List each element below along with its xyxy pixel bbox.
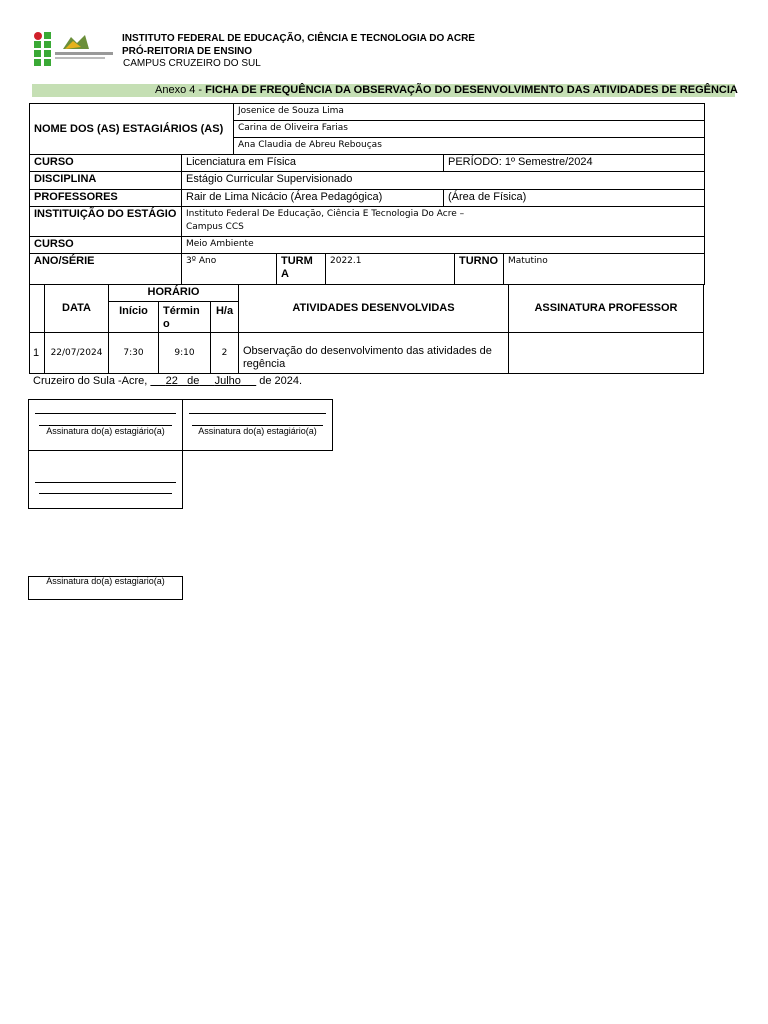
class-label bbox=[276, 253, 326, 285]
row-start: 7:30 bbox=[108, 332, 159, 374]
intern-name: Ana Claudia de Abreu Rebouças bbox=[233, 137, 705, 155]
annex-title bbox=[155, 84, 738, 97]
institution-line-2: Campus CCS bbox=[186, 222, 244, 232]
place-day: 22 bbox=[165, 375, 178, 387]
signature-line bbox=[35, 482, 176, 483]
signature-line bbox=[35, 413, 176, 414]
shift-label: TURNO bbox=[454, 253, 504, 285]
institution-value bbox=[181, 206, 705, 237]
institution-logo bbox=[33, 31, 115, 67]
institution-line-1: Instituto Federal De Educação, Ciência E Tecnologia Do Acre – bbox=[186, 209, 465, 219]
signature-label-1: Assinatura do(a) estagiário(a) bbox=[46, 426, 165, 436]
header-pro-rectorate: PRÓ-REITORIA DE ENSINO bbox=[122, 46, 253, 57]
place-city: Cruzeiro do Sula -Acre, bbox=[33, 375, 151, 387]
class-value: 2022.1 bbox=[325, 253, 455, 285]
header-campus: CAMPUS CRUZEIRO DO SUL bbox=[123, 58, 261, 69]
signature-box-3 bbox=[28, 450, 183, 509]
row-number: 1 bbox=[29, 332, 45, 374]
course-label: CURSO bbox=[29, 154, 182, 172]
header-end bbox=[158, 301, 211, 333]
discipline-label: DISCIPLINA bbox=[29, 171, 182, 190]
row-end: 9:10 bbox=[158, 332, 211, 374]
place-month: Julho bbox=[214, 375, 241, 387]
row-ha: 2 bbox=[210, 332, 239, 374]
intern-name: Josenice de Souza Lima bbox=[233, 103, 705, 121]
teachers-label: PROFESSORES bbox=[29, 189, 182, 207]
place-year: de 2024. bbox=[256, 375, 303, 387]
shift-value: Matutino bbox=[503, 253, 705, 285]
teachers-value: Rair de Lima Nicácio (Área Pedagógica) bbox=[181, 189, 444, 207]
header-ha: H/a bbox=[210, 301, 239, 333]
annex-prefix: Anexo 4 - bbox=[155, 84, 206, 96]
row-date: 22/07/2024 bbox=[44, 332, 109, 374]
class-label-2: A bbox=[281, 268, 289, 280]
teachers-area: (Área de Física) bbox=[443, 189, 705, 207]
signature-line bbox=[39, 493, 172, 494]
discipline-value: Estágio Curricular Supervisionado bbox=[181, 171, 705, 190]
annex-title-text: FICHA DE FREQUÊNCIA DA OBSERVAÇÃO DO DESENVOLVIMENTO DAS ATIVIDADES DE REGÊNCIA bbox=[205, 84, 738, 96]
intern-name: Carina de Oliveira Farias bbox=[233, 120, 705, 138]
grade-value: 3º Ano bbox=[181, 253, 277, 285]
header-schedule: HORÁRIO bbox=[108, 284, 239, 302]
header-institute: INSTITUTO FEDERAL DE EDUCAÇÃO, CIÊNCIA E TECNOLOGIA DO ACRE bbox=[122, 33, 475, 44]
row-activity-line-2: regência bbox=[243, 358, 286, 370]
signature-label-2: Assinatura do(a) estagiário(a) bbox=[198, 426, 317, 436]
row-activity-line-1: Observação do desenvolvimento das atividades de bbox=[243, 345, 492, 357]
header-end-1: Términ bbox=[163, 305, 200, 317]
signature-label-3: Assinatura do(a) estagiario(a) bbox=[46, 576, 165, 586]
header-num-cell bbox=[29, 284, 45, 333]
row-activity bbox=[238, 332, 509, 374]
course2-value: Meio Ambiente bbox=[181, 236, 705, 254]
header-start: Início bbox=[108, 301, 159, 333]
class-label-1: TURM bbox=[281, 255, 313, 267]
course2-label: CURSO bbox=[29, 236, 182, 254]
header-date: DATA bbox=[44, 284, 109, 333]
period-value: PERÍODO: 1º Semestre/2024 bbox=[443, 154, 705, 172]
institution-label: INSTITUIÇÃO DO ESTÁGIO bbox=[29, 206, 182, 237]
place-date bbox=[33, 374, 302, 388]
row-signature bbox=[508, 332, 704, 374]
interns-label: NOME DOS (AS) ESTAGIÁRIOS (AS) bbox=[29, 103, 234, 155]
place-de: de bbox=[187, 375, 200, 387]
course-value: Licenciatura em Física bbox=[181, 154, 444, 172]
header-activities: ATIVIDADES DESENVOLVIDAS bbox=[238, 284, 509, 333]
signature-line bbox=[189, 413, 326, 414]
grade-label: ANO/SÉRIE bbox=[29, 253, 182, 285]
header-signature: ASSINATURA PROFESSOR bbox=[508, 284, 704, 333]
header-end-2: o bbox=[163, 318, 170, 330]
